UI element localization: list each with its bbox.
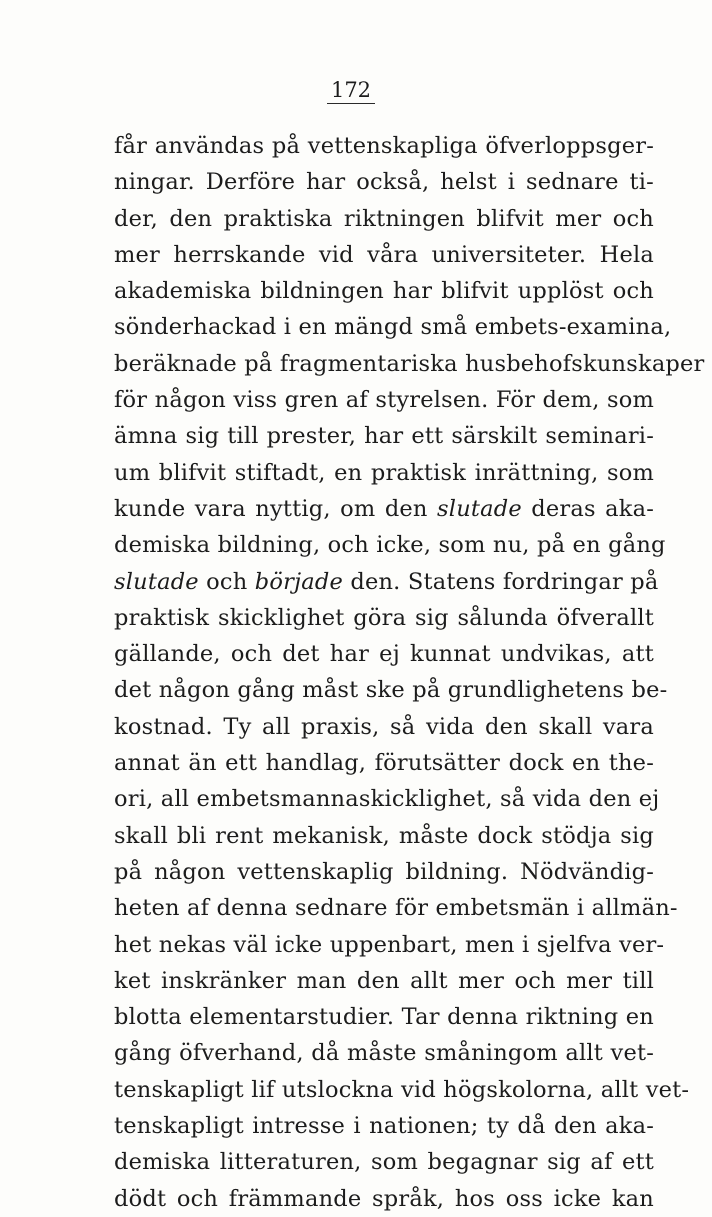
text-line: beräknade på fragmentariska husbehofskunskaper: [114, 350, 705, 377]
text-line: demiska bildning, och icke, som nu, på en gång: [114, 532, 666, 559]
text-line: praktisk skicklighet göra sig sålunda öfverallt: [114, 604, 654, 631]
text-line: [114, 564, 659, 600]
text-segment: deras aka-: [521, 495, 654, 522]
text-line: um blifvit stiftadt, en praktisk inrättning, som: [114, 459, 654, 486]
emphasis-text: slutade: [114, 568, 199, 595]
text-line: det någon gång måst ske på grundlighetens be-: [114, 677, 668, 704]
text-line: ämna sig till prester, har ett särskilt seminari-: [114, 423, 654, 450]
text-line: blotta elementarstudier. Tar denna riktning en: [114, 1004, 654, 1031]
text-line: sönderhackad i en mängd små embets-examina,: [114, 314, 672, 341]
text-line: för någon viss gren af styrelsen. För dem, som: [114, 387, 654, 414]
text-line: der, den praktiska riktningen blifvit mer och: [114, 205, 654, 232]
emphasis-text: slutade: [437, 495, 522, 522]
text-line: gällande, och det har ej kunnat undvikas, att: [114, 641, 654, 668]
text-line: annat än ett handlag, förutsätter dock en the-: [114, 750, 654, 777]
text-segment: och: [198, 568, 255, 595]
text-line: demiska litteraturen, som begagnar sig af ett: [114, 1149, 654, 1176]
text-line: kostnad. Ty all praxis, så vida den skall vara: [114, 713, 654, 740]
page-number: [0, 78, 712, 104]
emphasis-text: började: [254, 568, 343, 595]
text-line: tenskapligt lif utslockna vid högskolorna, allt vet-: [114, 1076, 690, 1103]
text-line: tenskapligt intresse i nationen; ty då den aka-: [114, 1113, 654, 1140]
text-line: får användas på vettenskapliga öfverloppsger-: [114, 133, 654, 159]
body-text: [114, 128, 705, 1217]
text-line: heten af denna sednare för embetsmän i allmän-: [114, 895, 678, 922]
text-line: dödt och främmande språk, hos oss icke kan: [114, 1185, 654, 1212]
text-line: mer herrskande vid våra universiteter. Hela: [114, 241, 654, 268]
text-line: gång öfverhand, då måste småningom allt vet-: [114, 1040, 654, 1067]
page-number-value: 172: [327, 78, 375, 104]
text-line: ningar. Derföre har också, helst i sednare ti-: [114, 169, 654, 196]
text-line: het nekas väl icke uppenbart, men i sjelfva ver-: [114, 931, 665, 958]
text-line: [114, 491, 654, 527]
text-segment: kunde vara nyttig, om den: [114, 495, 438, 522]
text-line: skall bli rent mekanisk, måste dock stödja sig: [114, 822, 654, 849]
text-line: på någon vettenskaplig bildning. Nödvändig-: [114, 858, 654, 885]
text-line: akademiska bildningen har blifvit upplöst och: [114, 278, 654, 305]
text-segment: den. Statens fordringar på: [342, 568, 659, 595]
text-line: ket inskränker man den allt mer och mer till: [114, 967, 654, 994]
text-line: ori, all embetsmannaskicklighet, så vida den ej: [114, 786, 660, 813]
